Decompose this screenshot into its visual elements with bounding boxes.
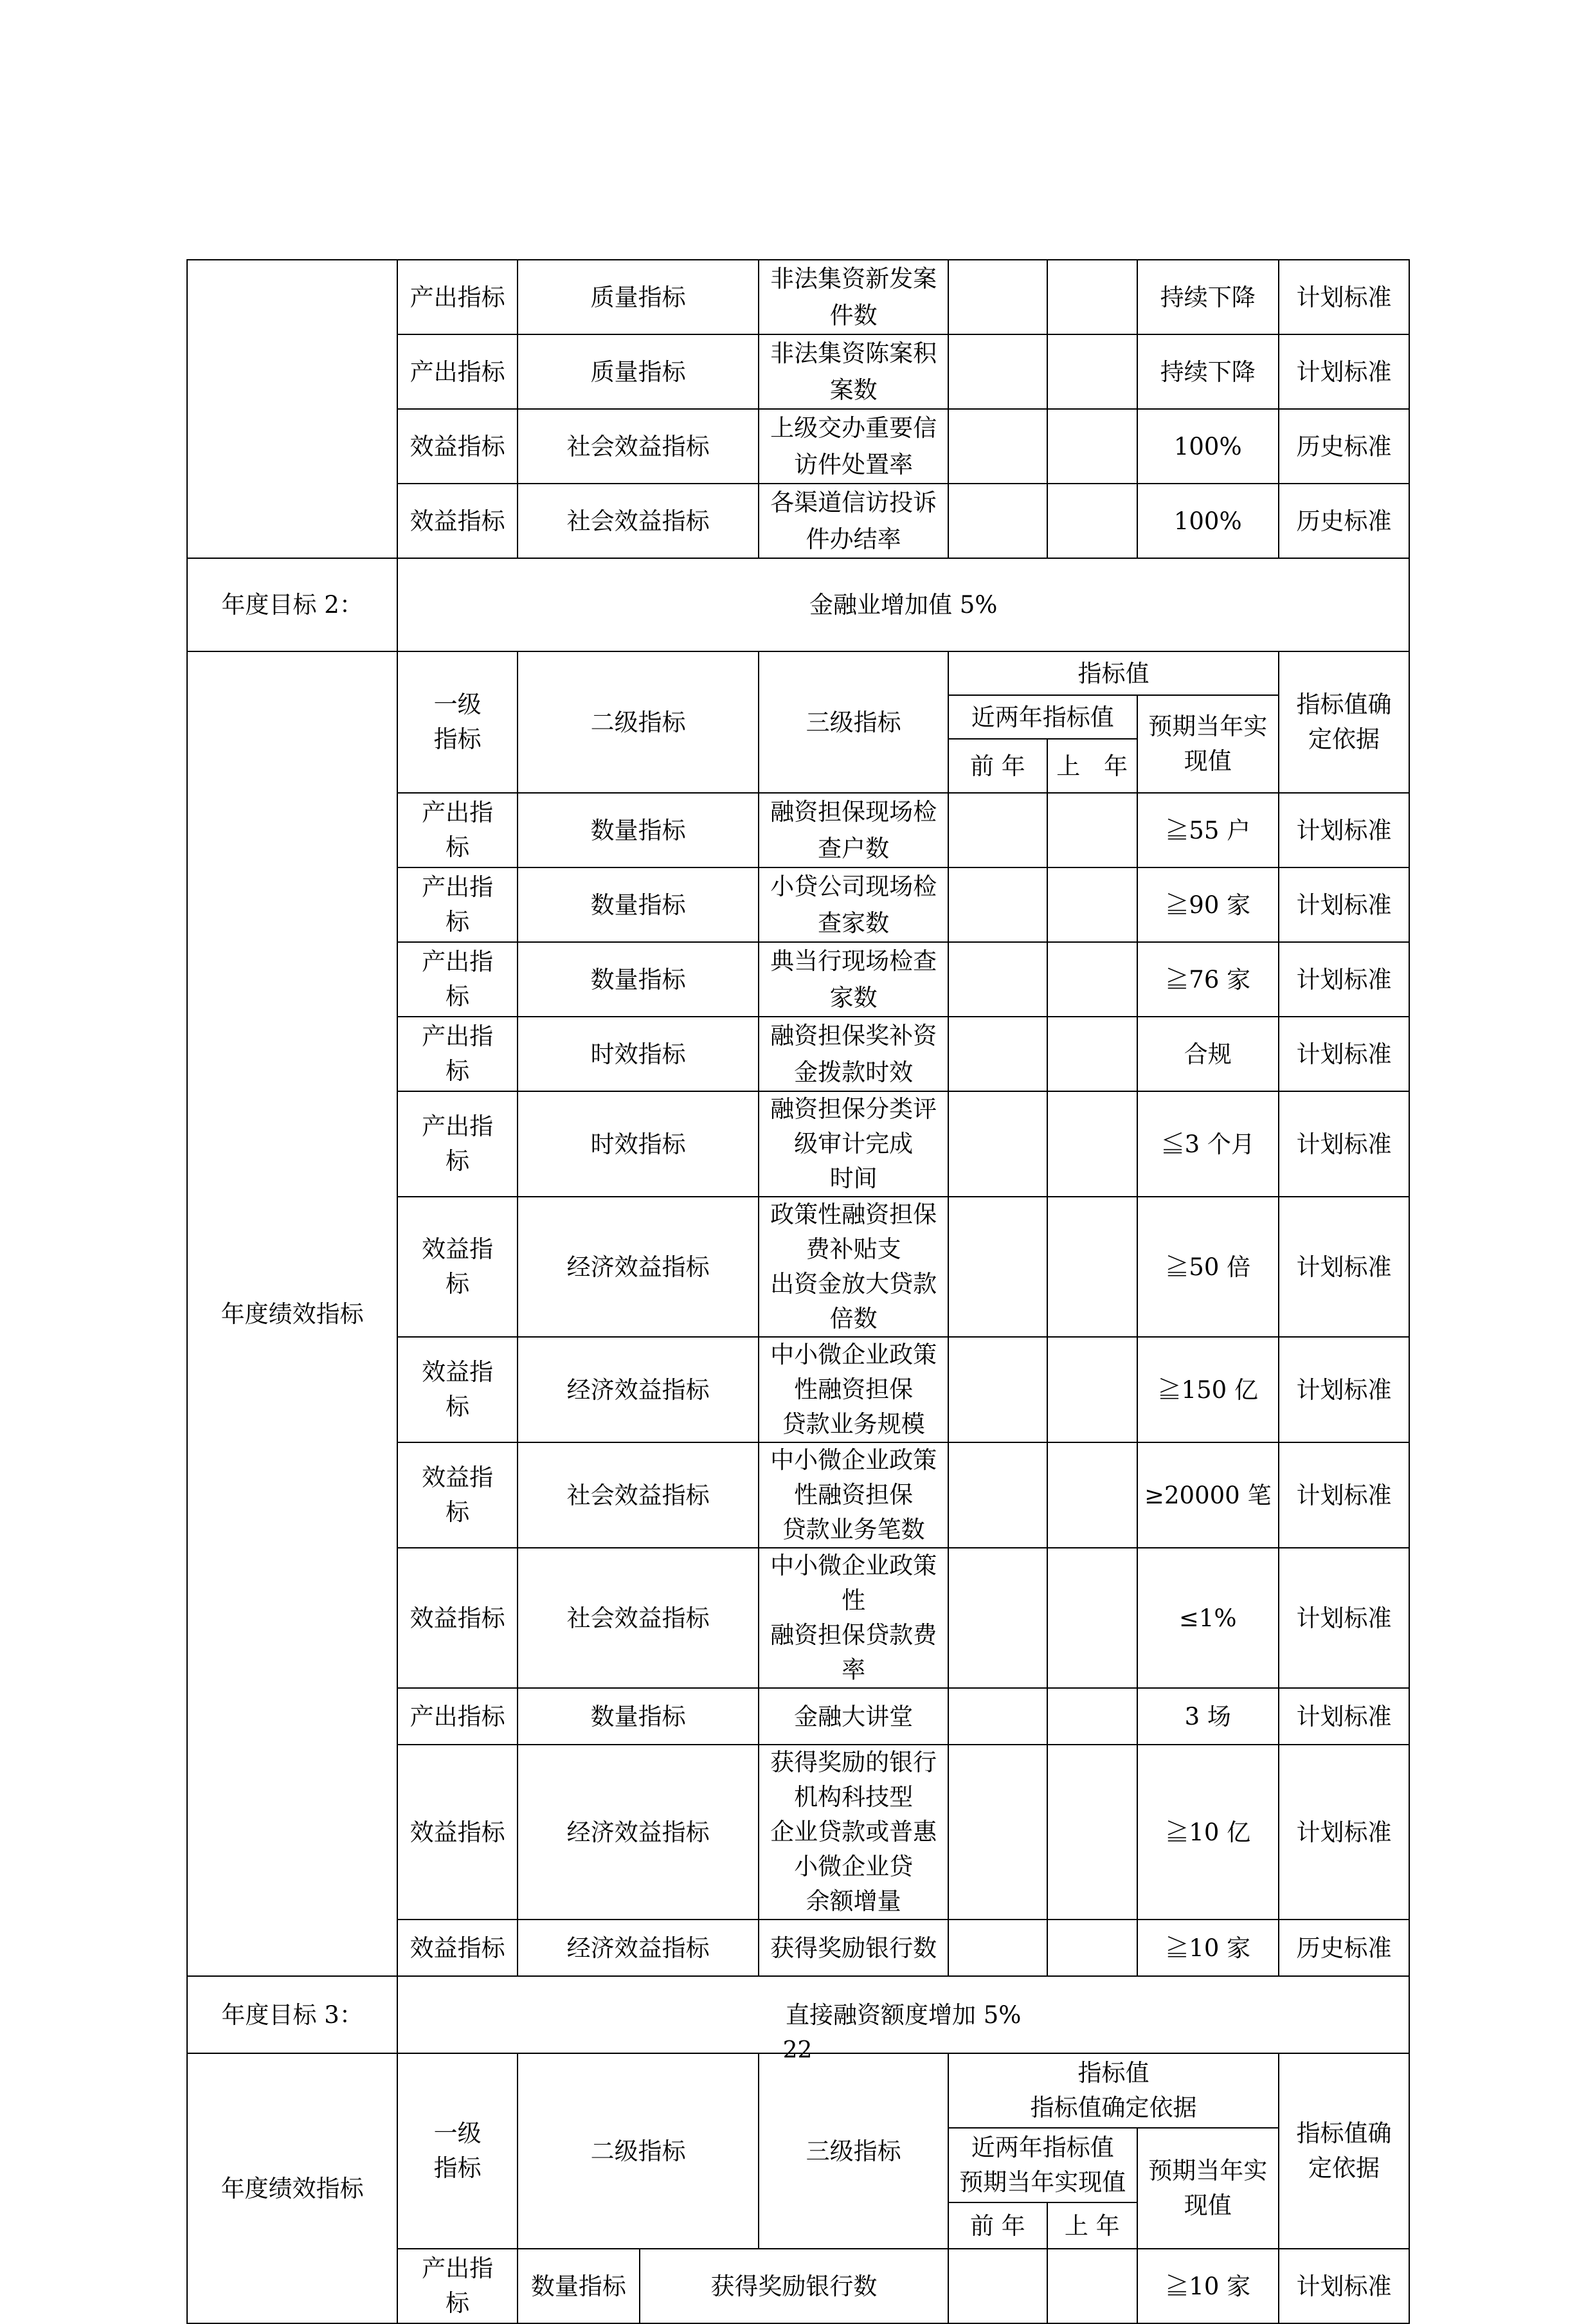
prev-year-cell <box>948 1745 1047 1920</box>
table-row <box>187 260 1409 334</box>
prev-year-cell <box>948 793 1047 867</box>
expected-value-cell: ≤1% <box>1137 1548 1279 1688</box>
basis-cell: 历史标准 <box>1279 484 1409 558</box>
level2-cell: 时效指标 <box>518 1017 759 1091</box>
level3-cell: 金融大讲堂 <box>759 1688 948 1745</box>
level2-cell: 数量指标 <box>518 942 759 1017</box>
level3-cell: 非法集资陈案积案数 <box>759 334 948 409</box>
level2-cell: 数量指标 <box>518 793 759 867</box>
header-expected: 预期当年实 现值 <box>1137 695 1279 793</box>
header-level2: 二级指标 <box>518 2053 759 2249</box>
expected-value-cell: ≥20000 笔 <box>1137 1442 1279 1548</box>
expected-value-cell: ≧90 家 <box>1137 867 1279 942</box>
expected-value-cell: 3 场 <box>1137 1688 1279 1745</box>
expected-value-cell: ≧76 家 <box>1137 942 1279 1017</box>
performance-indicator-table <box>186 259 1410 2324</box>
basis-cell: 计划标准 <box>1279 942 1409 1017</box>
section-label-cell: 年度绩效指标 <box>187 651 397 1976</box>
prev-year-cell <box>948 1017 1047 1091</box>
level3-cell: 中小微企业政策性融资担保 贷款业务规模 <box>759 1337 948 1442</box>
basis-cell: 计划标准 <box>1279 1197 1409 1337</box>
level2-cell: 社会效益指标 <box>518 1548 759 1688</box>
header-basis: 指标值确 定依据 <box>1279 2053 1409 2249</box>
level2-cell: 数量指标 <box>518 2249 640 2323</box>
basis-cell: 计划标准 <box>1279 793 1409 867</box>
prev-year-cell <box>948 1337 1047 1442</box>
basis-cell: 计划标准 <box>1279 1745 1409 1920</box>
last-year-cell <box>1047 2249 1137 2323</box>
level1-cell: 产出指标 <box>397 260 518 334</box>
expected-value-cell: ≧55 户 <box>1137 793 1279 867</box>
prev-year-cell <box>948 260 1047 334</box>
header-basis: 指标值确 定依据 <box>1279 651 1409 793</box>
basis-cell: 计划标准 <box>1279 260 1409 334</box>
level1-cell: 效益指 标 <box>397 1337 518 1442</box>
section-label-cell: 年度绩效指标 <box>187 2053 397 2323</box>
prev-year-cell <box>948 942 1047 1017</box>
basis-cell: 计划标准 <box>1279 1442 1409 1548</box>
last-year-cell <box>1047 260 1137 334</box>
last-year-cell <box>1047 793 1137 867</box>
level2-cell: 经济效益指标 <box>518 1197 759 1337</box>
expected-value-cell: 持续下降 <box>1137 334 1279 409</box>
header-value: 指标值 <box>948 651 1279 695</box>
prev-year-cell <box>948 1197 1047 1337</box>
basis-cell: 计划标准 <box>1279 1548 1409 1688</box>
prev-year-cell <box>948 1442 1047 1548</box>
prev-year-cell <box>948 1920 1047 1976</box>
level3-cell: 融资担保现场检查户数 <box>759 793 948 867</box>
level2-cell: 经济效益指标 <box>518 1920 759 1976</box>
level1-cell: 产出指 标 <box>397 1091 518 1197</box>
last-year-cell <box>1047 1442 1137 1548</box>
header-last-year: 上 年 <box>1047 739 1137 793</box>
goal-text-cell: 直接融资额度增加 5% <box>397 1976 1409 2053</box>
level2-cell: 社会效益指标 <box>518 484 759 558</box>
header-level3: 三级指标 <box>759 651 948 793</box>
header-value: 指标值 指标值确定依据 <box>948 2053 1279 2128</box>
last-year-cell <box>1047 1548 1137 1688</box>
level1-cell: 效益指标 <box>397 1745 518 1920</box>
expected-value-cell: 持续下降 <box>1137 260 1279 334</box>
prev-year-cell <box>948 1688 1047 1745</box>
prev-year-cell <box>948 1548 1047 1688</box>
header-last-year: 上 年 <box>1047 2202 1137 2249</box>
level1-cell: 效益指标 <box>397 1920 518 1976</box>
table-row <box>187 2053 1409 2128</box>
level3-cell: 小贷公司现场检查家数 <box>759 867 948 942</box>
basis-cell: 计划标准 <box>1279 334 1409 409</box>
basis-cell: 计划标准 <box>1279 867 1409 942</box>
level2-cell: 经济效益指标 <box>518 1745 759 1920</box>
level2-cell: 社会效益指标 <box>518 409 759 484</box>
level3-cell: 上级交办重要信访件处置率 <box>759 409 948 484</box>
level3-cell: 各渠道信访投诉件办结率 <box>759 484 948 558</box>
goal-label-cell: 年度目标 2： <box>187 558 397 651</box>
basis-cell: 历史标准 <box>1279 1920 1409 1976</box>
level3-cell: 获得奖励的银行机构科技型 企业贷款或普惠小微企业贷 余额增量 <box>759 1745 948 1920</box>
level2-cell: 社会效益指标 <box>518 1442 759 1548</box>
basis-cell: 计划标准 <box>1279 1337 1409 1442</box>
level1-cell: 效益指 标 <box>397 1197 518 1337</box>
prev-year-cell <box>948 867 1047 942</box>
last-year-cell <box>1047 409 1137 484</box>
header-prev-year: 前 年 <box>948 739 1047 793</box>
goal-label-cell: 年度目标 3： <box>187 1976 397 2053</box>
level1-cell: 产出指 标 <box>397 793 518 867</box>
expected-value-cell: 100% <box>1137 409 1279 484</box>
level3-cell: 非法集资新发案件数 <box>759 260 948 334</box>
expected-value-cell: 100% <box>1137 484 1279 558</box>
level2-cell: 质量指标 <box>518 334 759 409</box>
header-level3: 三级指标 <box>759 2053 948 2249</box>
level3-cell: 中小微企业政策性融资担保 贷款业务笔数 <box>759 1442 948 1548</box>
level3-cell: 中小微企业政策性 融资担保贷款费率 <box>759 1548 948 1688</box>
prev-year-cell <box>948 1091 1047 1197</box>
last-year-cell <box>1047 1091 1137 1197</box>
level2-cell: 质量指标 <box>518 260 759 334</box>
last-year-cell <box>1047 334 1137 409</box>
prev-year-cell <box>948 334 1047 409</box>
last-year-cell <box>1047 942 1137 1017</box>
header-level1: 一级 指标 <box>397 2053 518 2249</box>
expected-value-cell: ≦3 个月 <box>1137 1091 1279 1197</box>
goal-text-cell: 金融业增加值 5% <box>397 558 1409 651</box>
level3-cell: 典当行现场检查家数 <box>759 942 948 1017</box>
basis-cell: 计划标准 <box>1279 1091 1409 1197</box>
level1-cell: 产出指 标 <box>397 2249 518 2323</box>
basis-cell: 历史标准 <box>1279 409 1409 484</box>
level1-cell: 效益指标 <box>397 484 518 558</box>
level1-cell: 效益指标 <box>397 1548 518 1688</box>
level2-cell: 数量指标 <box>518 867 759 942</box>
level1-cell: 产出指标 <box>397 334 518 409</box>
level3-cell: 融资担保分类评级审计完成 时间 <box>759 1091 948 1197</box>
basis-cell: 计划标准 <box>1279 1688 1409 1745</box>
last-year-cell <box>1047 1920 1137 1976</box>
expected-value-cell: ≧10 家 <box>1137 1920 1279 1976</box>
expected-value-cell: ≧10 亿 <box>1137 1745 1279 1920</box>
header-level2: 二级指标 <box>518 651 759 793</box>
last-year-cell <box>1047 484 1137 558</box>
table-row <box>187 651 1409 695</box>
header-level1: 一级 指标 <box>397 651 518 793</box>
prev-year-cell <box>948 409 1047 484</box>
header-expected: 预期当年实 现值 <box>1137 2128 1279 2249</box>
level2-cell: 数量指标 <box>518 1688 759 1745</box>
level3-cell: 获得奖励银行数 <box>759 1920 948 1976</box>
level1-cell: 产出指 标 <box>397 1017 518 1091</box>
last-year-cell <box>1047 1197 1137 1337</box>
last-year-cell <box>1047 867 1137 942</box>
expected-value-cell: ≧50 倍 <box>1137 1197 1279 1337</box>
header-recent: 近两年指标值 <box>948 695 1137 739</box>
level3-cell: 融资担保奖补资金拨款时效 <box>759 1017 948 1091</box>
expected-value-cell: 合规 <box>1137 1017 1279 1091</box>
basis-cell: 计划标准 <box>1279 1017 1409 1091</box>
level1-cell: 产出指 标 <box>397 942 518 1017</box>
level1-cell: 产出指 标 <box>397 867 518 942</box>
level1-cell: 效益指标 <box>397 409 518 484</box>
level1-cell: 效益指 标 <box>397 1442 518 1548</box>
table-row <box>187 558 1409 651</box>
last-year-cell <box>1047 1017 1137 1091</box>
prev-year-cell <box>948 484 1047 558</box>
level3-cell: 政策性融资担保费补贴支 出资金放大贷款倍数 <box>759 1197 948 1337</box>
expected-value-cell: ≧150 亿 <box>1137 1337 1279 1442</box>
level1-cell: 产出指标 <box>397 1688 518 1745</box>
last-year-cell <box>1047 1337 1137 1442</box>
level2-cell: 经济效益指标 <box>518 1337 759 1442</box>
level3-cell: 获得奖励银行数 <box>640 2249 948 2323</box>
prev-year-cell <box>948 2249 1047 2323</box>
basis-cell: 计划标准 <box>1279 2249 1409 2323</box>
last-year-cell <box>1047 1688 1137 1745</box>
header-prev-year: 前 年 <box>948 2202 1047 2249</box>
header-recent: 近两年指标值 预期当年实现值 <box>948 2128 1137 2202</box>
level2-cell: 时效指标 <box>518 1091 759 1197</box>
section-label-cell <box>187 260 397 558</box>
last-year-cell <box>1047 1745 1137 1920</box>
page-number: 22 <box>782 2037 813 2064</box>
expected-value-cell: ≧10 家 <box>1137 2249 1279 2323</box>
